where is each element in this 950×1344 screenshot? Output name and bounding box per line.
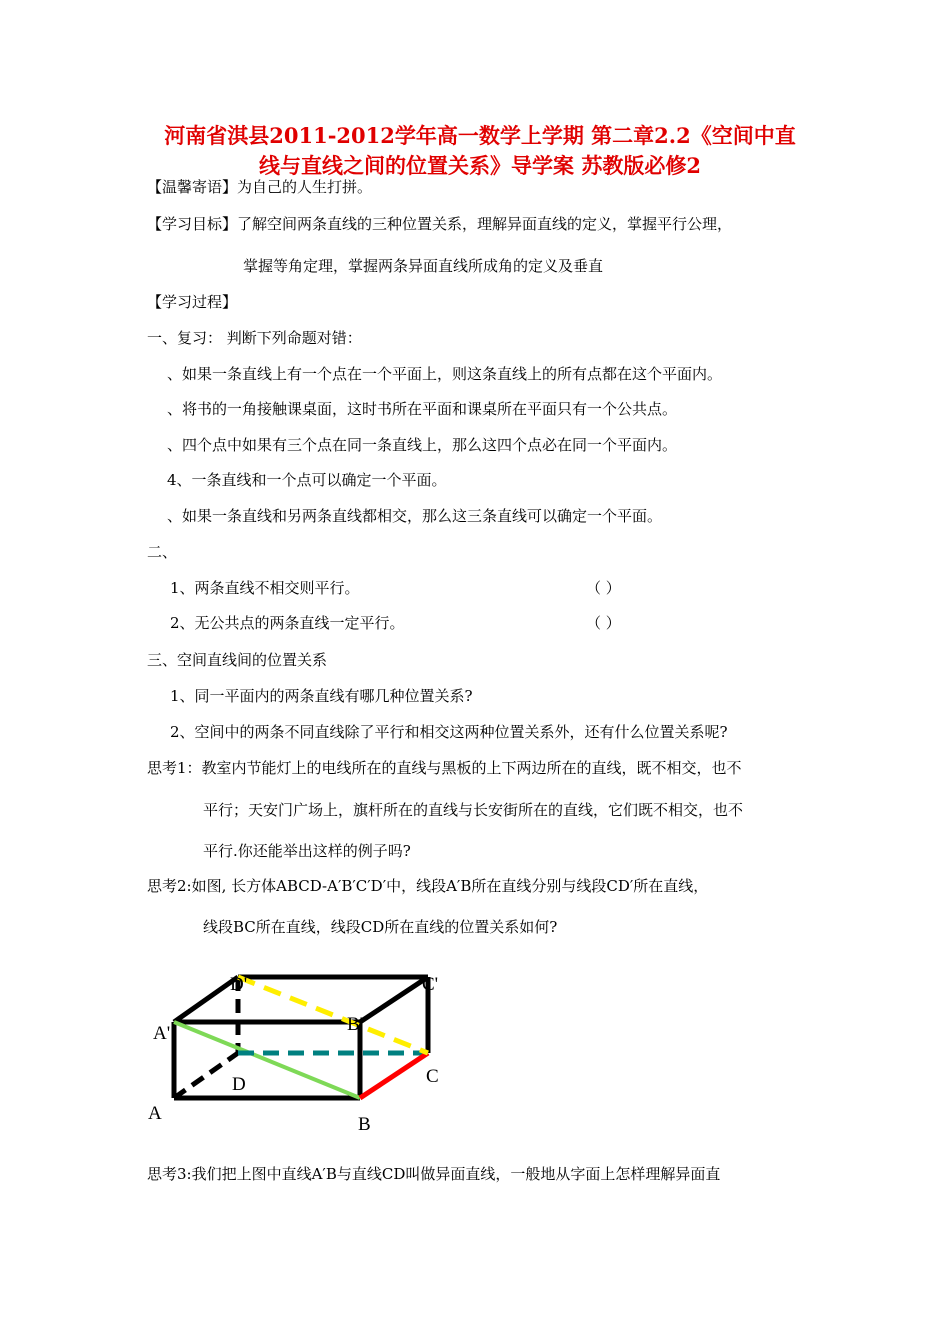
goal-line2: 掌握等角定理，掌握两条异面直线所成角的定义及垂直: [243, 257, 604, 275]
part3-question-2: 2、空间中的两条不同直线除了平行和相交这两种位置关系外，还有什么位置关系呢?: [170, 723, 728, 741]
part2-item-2-blank: （ ）: [586, 614, 621, 632]
segment-Atop-B-green: [174, 1022, 360, 1098]
think2-line1: 思考2:如图, 长方体ABCD-A′B′C′D′中，线段A′B所在直线分别与线段CD′所在直线，: [147, 877, 709, 895]
review-item-2: 、将书的一角接触课桌面，这时书所在平面和课桌所在平面只有一个公共点。: [167, 400, 678, 418]
think1-line2: 平行；天安门广场上，旗杆所在的直线与长安街所在的直线，它们既不相交，也不: [203, 801, 744, 819]
edge-Btop-Ctop: [360, 977, 428, 1022]
process-heading: 【学习过程】: [147, 293, 238, 311]
part2-item-1: 1、两条直线不相交则平行。: [170, 579, 360, 597]
review-item-3: 、四个点中如果有三个点在同一条直线上，那么这四个点必在同一个平面内。: [167, 436, 678, 454]
review-item-5: 、如果一条直线和另两条直线都相交，那么这三条直线可以确定一个平面。: [167, 507, 663, 525]
label-C: C: [426, 1066, 439, 1087]
think3-line1: 思考3:我们把上图中直线A′B与直线CD叫做异面直线，一般地从字面上怎样理解异面直: [147, 1165, 721, 1183]
edge-A-D-hidden: [174, 1053, 238, 1098]
goal-line1: 【学习目标】了解空间两条直线的三种位置关系，理解异面直线的定义，掌握平行公理，: [147, 215, 733, 233]
label-D: D: [232, 1074, 246, 1095]
segment-Dtop-C-yellow: [238, 977, 428, 1053]
label-B: B: [358, 1114, 371, 1135]
segment-B-C-red: [360, 1053, 428, 1098]
label-B-prime: B': [347, 1014, 364, 1035]
review-heading: 一、复习： 判断下列命题对错：: [147, 329, 362, 347]
document-title-line1: 河南省淇县2011-2012学年高一数学上学期 第二章2.2《空间中直: [164, 123, 796, 148]
label-A-prime: A': [153, 1023, 171, 1044]
part2-item-1-blank: （ ）: [586, 579, 621, 597]
part3-question-1: 1、同一平面内的两条直线有哪几种位置关系?: [170, 687, 473, 705]
think1-line3: 平行.你还能举出这样的例子吗?: [203, 842, 411, 860]
label-A: A: [148, 1103, 162, 1124]
review-item-1: 、如果一条直线上有一个点在一个平面上，则这条直线上的所有点都在这个平面内。: [167, 365, 723, 383]
label-C-prime: C': [422, 974, 439, 995]
edge-Atop-Dtop: [174, 977, 238, 1022]
wenxin-line: 【温馨寄语】为自己的人生打拼。: [147, 178, 373, 196]
part2-heading: 二、: [147, 543, 178, 561]
part3-heading: 三、空间直线间的位置关系: [147, 651, 328, 669]
part2-item-2: 2、无公共点的两条直线一定平行。: [170, 614, 405, 632]
label-D-prime: D': [230, 974, 248, 995]
document-title-line2: 线与直线之间的位置关系》导学案 苏教版必修2: [259, 153, 701, 178]
cuboid-figure: [140, 960, 460, 1145]
review-item-4: 4、一条直线和一个点可以确定一个平面。: [167, 471, 447, 489]
think1-line1: 思考1：教室内节能灯上的电线所在的直线与黑板的上下两边所在的直线，既不相交，也不: [147, 759, 742, 777]
think2-line2: 线段BC所在直线，线段CD所在直线的位置关系如何?: [203, 918, 558, 936]
